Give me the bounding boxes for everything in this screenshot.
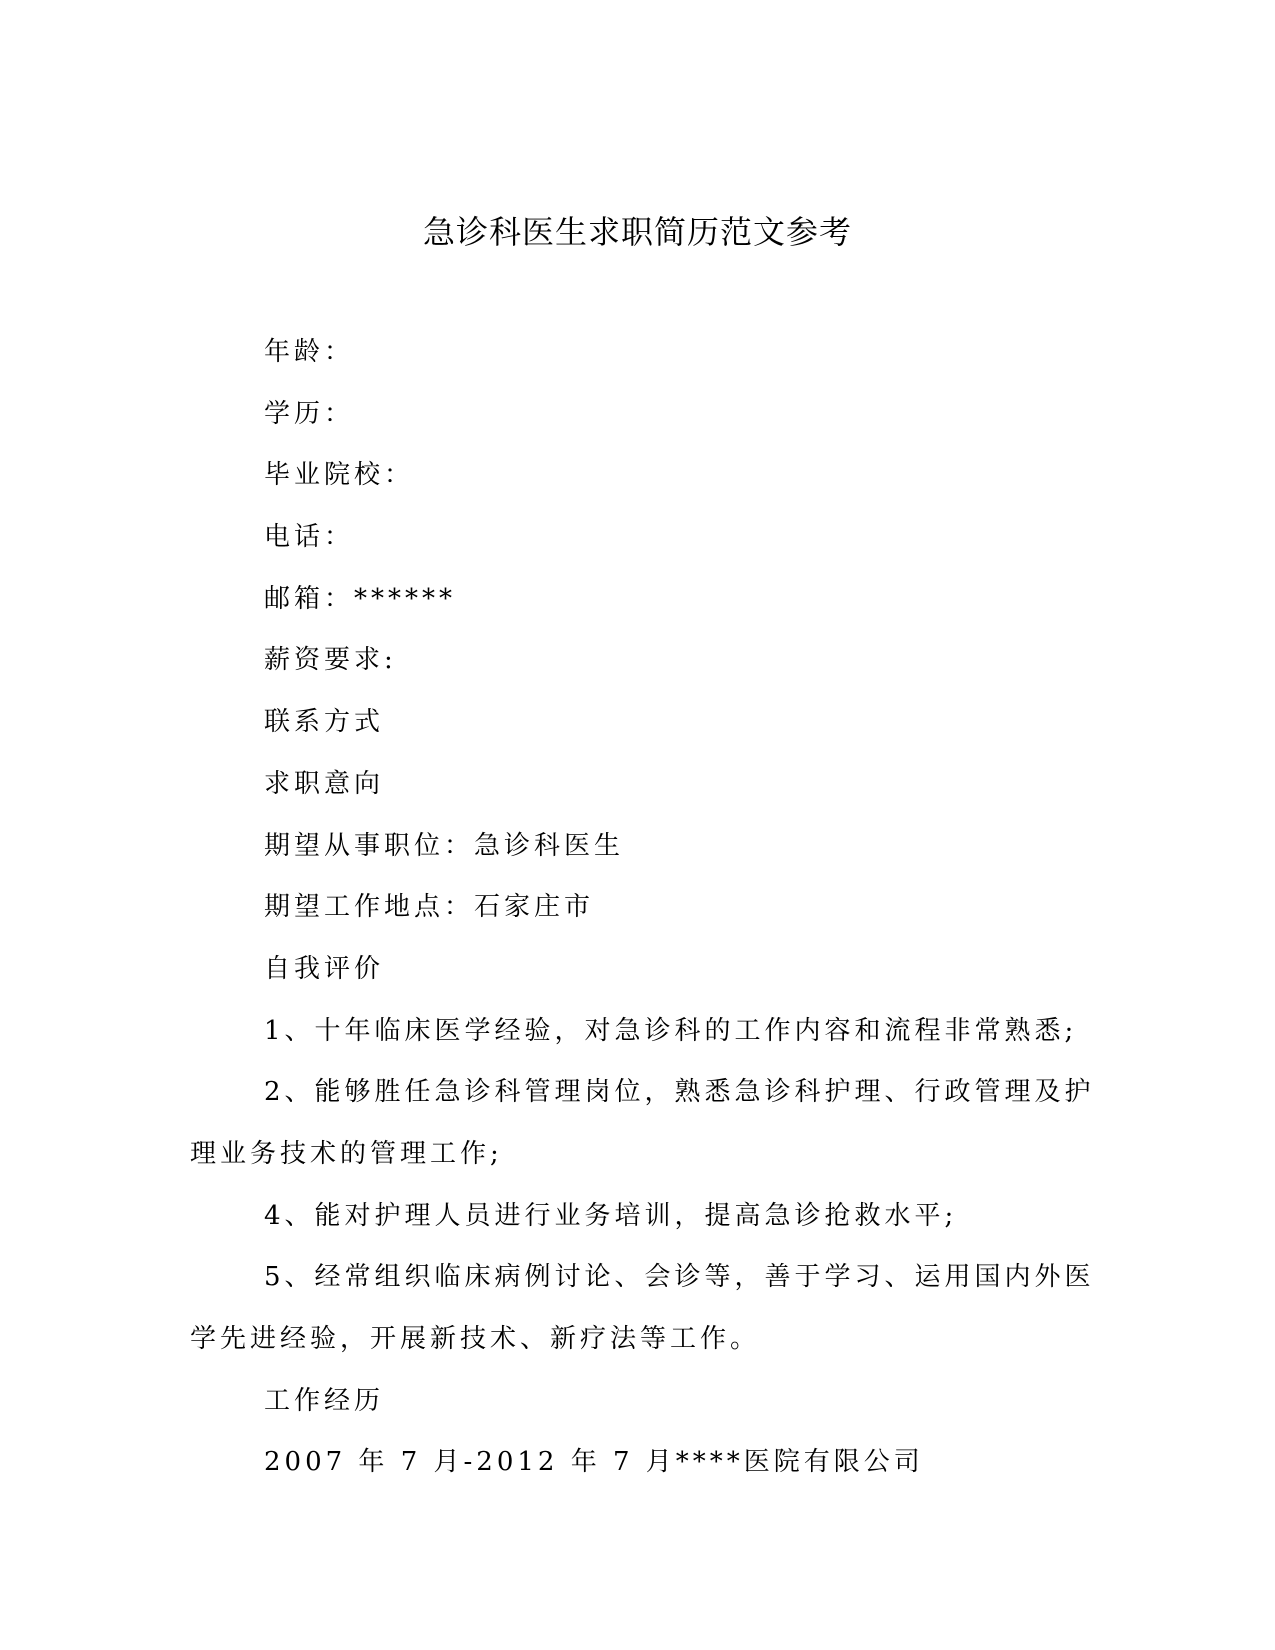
email-field: 邮箱：****** [264,583,457,614]
education-field: 学历： [264,398,355,429]
work-experience-heading: 工作经历 [264,1385,385,1416]
desired-location-field: 期望工作地点：石家庄市 [264,892,595,923]
evaluation-item-5-line-1: 5、经常组织临床病例讨论、会诊等，善于学习、运用国内外医 [264,1262,1095,1293]
phone-field: 电话： [264,522,355,553]
evaluation-item-2-line-1: 2、能够胜任急诊科管理岗位，熟悉急诊科护理、行政管理及护 [264,1077,1095,1108]
document-body [190,322,1095,1494]
salary-field: 薪资要求: [264,645,397,676]
job-intention-heading: 求职意向 [264,768,385,799]
age-field: 年龄： [264,337,355,367]
desired-position-field: 期望从事职位：急诊科医生 [264,830,625,861]
school-field: 毕业院校： [264,460,415,491]
evaluation-item-1: 1、十年临床医学经验，对急诊科的工作内容和流程非常熟悉; [264,1015,1078,1046]
contact-heading: 联系方式 [264,707,385,738]
work-experience-entry: 2007 年 7 月-2012 年 7 月****医院有限公司 [264,1447,924,1478]
self-evaluation-heading: 自我评价 [264,953,385,984]
evaluation-item-2-line-2: 理业务技术的管理工作; [190,1138,503,1169]
document-title: 急诊科医生求职简历范文参考 [422,213,852,251]
evaluation-item-5-line-2: 学先进经验，开展新技术、新疗法等工作。 [190,1324,761,1354]
evaluation-item-4: 4、能对护理人员进行业务培训，提高急诊抢救水平; [264,1200,958,1231]
